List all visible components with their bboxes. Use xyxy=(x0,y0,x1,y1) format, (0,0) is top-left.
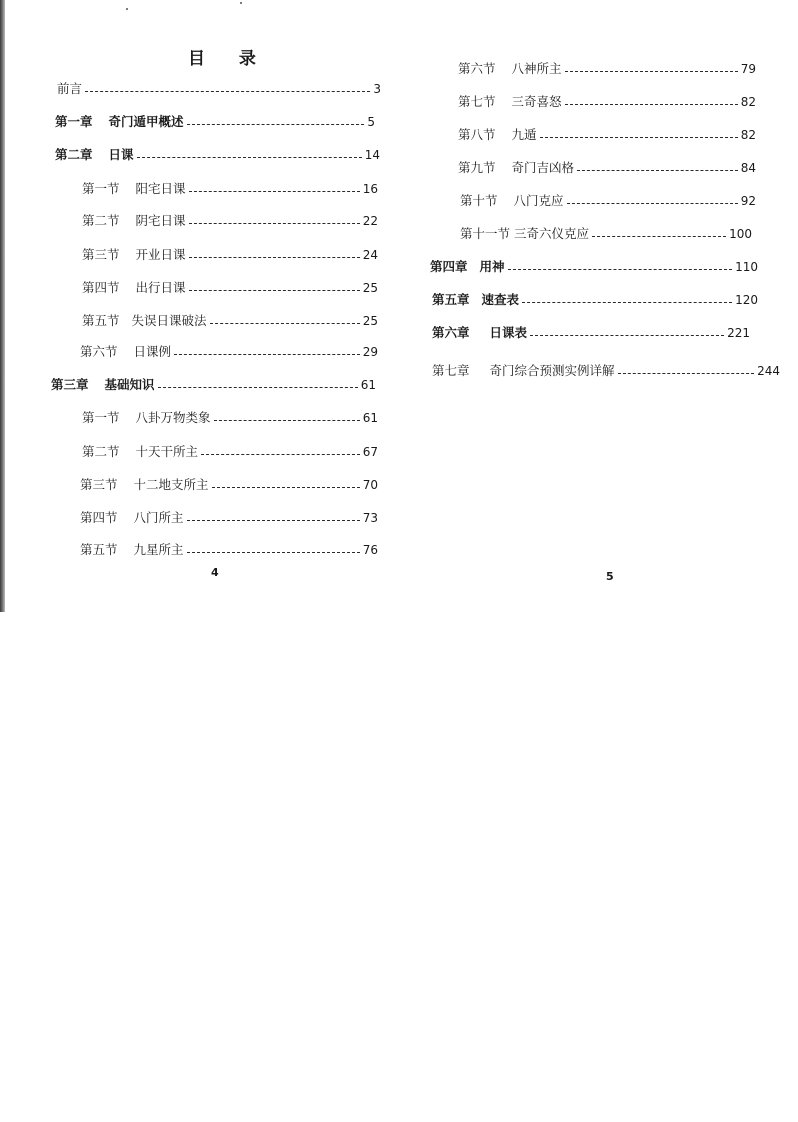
dot-leader xyxy=(189,257,360,258)
entry-page-number: 24 xyxy=(362,248,378,262)
toc-entry-section[interactable] xyxy=(82,311,378,333)
entry-page-number: 67 xyxy=(362,445,378,459)
entry-title: 十二地支所主 xyxy=(133,477,209,492)
entry-page-number: 244 xyxy=(757,364,780,378)
entry-number: 第四节 xyxy=(82,280,120,295)
entry-title: 失误日课破法 xyxy=(131,313,207,328)
entry-number: 第五节 xyxy=(80,542,118,557)
toc-entry-chapter[interactable] xyxy=(55,145,380,167)
entry-number: 第八节 xyxy=(458,127,496,142)
dot-leader xyxy=(210,323,360,324)
scan-speck xyxy=(240,2,242,4)
dot-leader xyxy=(212,487,360,488)
entry-number: 第十节 xyxy=(460,193,498,208)
entry-number: 第五章 xyxy=(432,292,470,307)
entry-title: 奇门吉凶格 xyxy=(511,160,575,175)
toc-entry-section[interactable] xyxy=(82,179,378,201)
entry-page-number: 16 xyxy=(362,182,378,196)
dot-leader xyxy=(189,223,360,224)
dot-leader xyxy=(174,354,360,355)
toc-entry-chapter[interactable] xyxy=(432,290,758,312)
toc-entry-section[interactable] xyxy=(80,475,378,497)
entry-number: 第十一节 xyxy=(460,226,511,241)
toc-entry-section[interactable] xyxy=(460,191,756,213)
entry-number: 第七章 xyxy=(432,363,470,378)
dot-leader xyxy=(565,104,738,105)
entry-number: 第二章 xyxy=(55,147,93,162)
toc-entry-section[interactable] xyxy=(80,342,378,364)
dot-leader xyxy=(201,454,360,455)
entry-title: 基础知识 xyxy=(104,377,155,392)
toc-entry-section[interactable] xyxy=(82,408,378,430)
dot-leader xyxy=(567,203,738,204)
toc-entry-chapter[interactable] xyxy=(432,361,780,383)
entry-page-number: 73 xyxy=(362,511,378,525)
entry-title: 八卦万物类象 xyxy=(135,410,211,425)
entry-page-number: 5 xyxy=(367,115,375,129)
entry-page-number: 29 xyxy=(362,345,378,359)
entry-title: 开业日课 xyxy=(135,247,186,262)
toc-entry-chapter[interactable] xyxy=(55,112,375,134)
entry-page-number: 76 xyxy=(362,543,378,557)
entry-page-number: 82 xyxy=(740,95,756,109)
entry-page-number: 221 xyxy=(727,326,750,340)
dot-leader xyxy=(187,552,360,553)
entry-title: 八神所主 xyxy=(511,61,562,76)
dot-leader xyxy=(189,191,360,192)
toc-entry-section[interactable] xyxy=(82,245,378,267)
entry-title: 奇门综合预测实例详解 xyxy=(489,363,615,378)
toc-entry-chapter[interactable] xyxy=(432,323,750,345)
dot-leader xyxy=(565,71,738,72)
toc-entry-section[interactable] xyxy=(458,59,756,81)
entry-page-number: 82 xyxy=(740,128,756,142)
toc-entry-preface[interactable] xyxy=(57,79,381,101)
entry-page-number: 110 xyxy=(735,260,758,274)
entry-number: 第五节 xyxy=(82,313,120,328)
entry-title: 日课表 xyxy=(489,325,528,340)
entry-page-number: 70 xyxy=(362,478,378,492)
entry-number: 第九节 xyxy=(458,160,496,175)
toc-entry-section[interactable] xyxy=(82,442,378,464)
entry-number: 第四章 xyxy=(430,259,468,274)
entry-page-number: 79 xyxy=(740,62,756,76)
entry-title: 日课例 xyxy=(133,344,172,359)
toc-entry-section[interactable] xyxy=(80,540,378,562)
entry-title: 八门所主 xyxy=(133,510,184,525)
entry-title: 八门克应 xyxy=(513,193,564,208)
dot-leader xyxy=(577,170,738,171)
entry-title: 三奇喜怒 xyxy=(511,94,562,109)
dot-leader xyxy=(137,157,362,158)
entry-title: 用神 xyxy=(479,259,505,274)
dot-leader xyxy=(592,236,726,237)
entry-number: 第三章 xyxy=(51,377,89,392)
entry-title: 速查表 xyxy=(481,292,520,307)
entry-page-number: 61 xyxy=(362,411,378,425)
dot-leader xyxy=(530,335,724,336)
entry-page-number: 14 xyxy=(364,148,380,162)
toc-entry-section[interactable] xyxy=(458,158,756,180)
page-number-right: 5 xyxy=(606,570,614,583)
entry-number: 第四节 xyxy=(80,510,118,525)
entry-title: 阳宅日课 xyxy=(135,181,186,196)
toc-entry-section[interactable] xyxy=(80,508,378,530)
dot-leader xyxy=(158,387,358,388)
scan-speck xyxy=(126,8,128,10)
entry-page-number: 100 xyxy=(729,227,752,241)
dot-leader xyxy=(540,137,738,138)
toc-entry-section[interactable] xyxy=(458,125,756,147)
entry-page-number: 22 xyxy=(362,214,378,228)
dot-leader xyxy=(618,373,755,374)
entry-number: 第六节 xyxy=(80,344,118,359)
entry-label: 前言 xyxy=(57,81,83,96)
entry-number: 第三节 xyxy=(82,247,120,262)
entry-number: 第一节 xyxy=(82,181,120,196)
dot-leader xyxy=(187,124,365,125)
entry-number: 第二节 xyxy=(82,444,120,459)
entry-title: 奇门遁甲概述 xyxy=(108,114,184,129)
entry-number: 第六节 xyxy=(458,61,496,76)
toc-entry-chapter[interactable] xyxy=(51,375,376,397)
dot-leader xyxy=(508,269,733,270)
entry-number: 第一章 xyxy=(55,114,93,129)
page-title: 目 录 xyxy=(188,49,270,69)
toc-entry-section[interactable] xyxy=(460,224,752,246)
entry-page-number: 25 xyxy=(362,314,378,328)
entry-number: 第二节 xyxy=(82,213,120,228)
toc-entry-section[interactable] xyxy=(82,278,378,300)
toc-entry-chapter[interactable] xyxy=(430,257,758,279)
entry-title: 出行日课 xyxy=(135,280,186,295)
entry-title: 日课 xyxy=(108,147,134,162)
entry-title: 九遁 xyxy=(511,127,537,142)
dot-leader xyxy=(189,290,360,291)
dot-leader xyxy=(85,91,370,92)
dot-leader xyxy=(187,520,360,521)
page-number-left: 4 xyxy=(211,566,219,579)
entry-page-number: 92 xyxy=(740,194,756,208)
entry-number: 第三节 xyxy=(80,477,118,492)
scan-edge-shadow xyxy=(0,0,5,612)
toc-entry-section[interactable] xyxy=(458,92,756,114)
toc-entry-section[interactable] xyxy=(82,211,378,233)
entry-number: 第六章 xyxy=(432,325,470,340)
entry-number: 第一节 xyxy=(82,410,120,425)
entry-title: 十天干所主 xyxy=(135,444,199,459)
entry-title: 九星所主 xyxy=(133,542,184,557)
entry-page-number: 25 xyxy=(362,281,378,295)
entry-page-number: 120 xyxy=(735,293,758,307)
entry-number: 第七节 xyxy=(458,94,496,109)
entry-title: 三奇六仪克应 xyxy=(514,226,590,241)
entry-title: 阴宅日课 xyxy=(135,213,186,228)
dot-leader xyxy=(214,420,360,421)
entry-page-number: 61 xyxy=(360,378,376,392)
entry-page-number: 3 xyxy=(373,82,381,96)
entry-page-number: 84 xyxy=(740,161,756,175)
dot-leader xyxy=(522,302,732,303)
